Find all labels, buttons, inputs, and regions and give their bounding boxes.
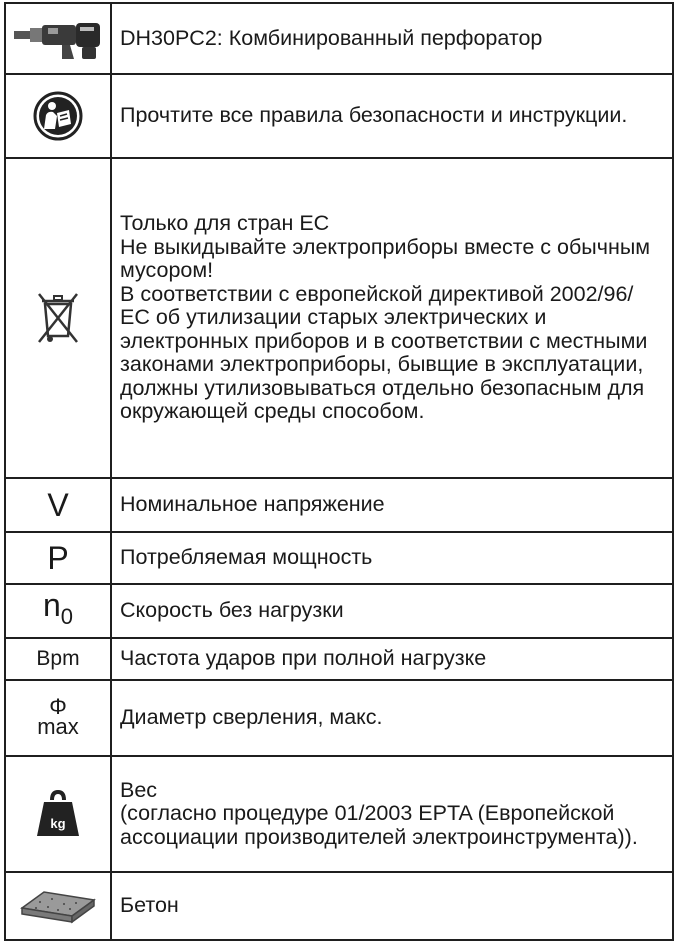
table-row [5, 74, 673, 158]
description-cell [111, 680, 673, 756]
power-symbol: P [47, 540, 69, 576]
symbol-cell [5, 584, 111, 638]
no-load-speed-text: Скорость без нагрузки [120, 598, 344, 623]
description-cell [111, 872, 673, 940]
max-diameter-symbol [37, 694, 79, 739]
symbol-cell [5, 74, 111, 158]
no-load-speed-subscript: 0 [60, 604, 74, 629]
diameter-max-label: max [37, 714, 79, 739]
table-row [5, 532, 673, 584]
table-row [5, 3, 673, 74]
table-row [5, 584, 673, 638]
description-cell [111, 478, 673, 532]
no-load-speed-symbol [42, 587, 74, 629]
impact-rate-symbol: Bpm [36, 647, 80, 670]
symbols-table [4, 2, 674, 941]
table-row [5, 872, 673, 940]
safety-instructions-text: Прочтите все правила безопасности и инструкции. [120, 103, 628, 128]
power-input-text: Потребляемая мощность [120, 545, 373, 570]
concrete-block-icon [18, 886, 98, 926]
symbol-cell [5, 638, 111, 680]
impact-rate-text: Частота ударов при полной нагрузке [120, 646, 487, 671]
weight-kg-icon [35, 790, 81, 838]
voltage-symbol: V [47, 487, 69, 523]
rated-voltage-text: Номинальное напряжение [120, 492, 385, 517]
description-cell [111, 584, 673, 638]
weight-kg-label: kg [50, 816, 66, 831]
product-title: DH30PC2: Комбинированный перфоратор [120, 25, 543, 50]
symbol-cell [5, 3, 111, 74]
symbol-cell [5, 532, 111, 584]
table-row [5, 756, 673, 872]
weight-text: Вес (согласно процедуре 01/2003 EPTA (Европейской ассоциации производителей электроинструмента)). [120, 777, 638, 849]
description-cell [111, 638, 673, 680]
description-cell [111, 158, 673, 478]
concrete-text: Бетон [120, 893, 179, 918]
rotary-hammer-icon [12, 17, 104, 61]
description-cell [111, 756, 673, 872]
diameter-sign: Φ [49, 694, 67, 719]
symbol-cell [5, 756, 111, 872]
table-row [5, 158, 673, 478]
symbol-cell [5, 158, 111, 478]
description-cell [111, 532, 673, 584]
max-diameter-text: Диаметр сверления, макс. [120, 705, 383, 730]
read-manual-icon [33, 91, 83, 141]
weee-disposal-text: Только для стран ЕС Не выкидывайте электроприборы вместе с обычным мусором! В соответствии с европейской директивой 2002/96/ЕС об утилизации старых электрических и электронных приборов и в соответствии с местными законами электроприборы, бывщие в эксплуатации, должны утилизовываться отдельно безопасным для окружающей среды способом. [120, 211, 651, 424]
description-cell [111, 74, 673, 158]
no-load-speed-letter: n [42, 587, 61, 623]
symbol-cell [5, 478, 111, 532]
crossed-out-wheeled-bin-icon [35, 290, 81, 346]
table-row [5, 680, 673, 756]
table-row [5, 638, 673, 680]
symbol-cell [5, 680, 111, 756]
symbol-cell [5, 872, 111, 940]
table-row [5, 478, 673, 532]
description-cell [111, 3, 673, 74]
